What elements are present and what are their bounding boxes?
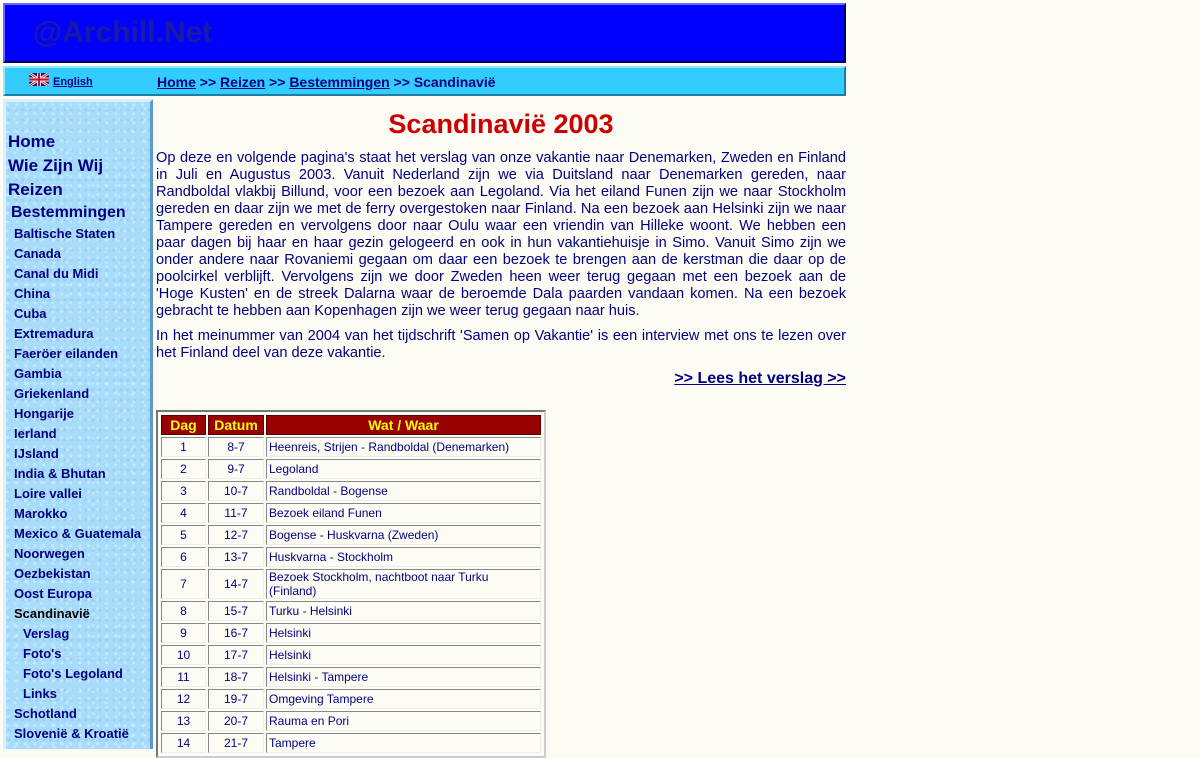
sidebar-item-hongarije[interactable]: Hongarije — [14, 406, 74, 421]
sidebar-item-reizen[interactable]: Reizen — [8, 180, 63, 199]
sidebar — [3, 99, 153, 749]
cell-dag: 2 — [161, 459, 206, 479]
table-row — [161, 459, 541, 479]
table-row — [161, 733, 541, 753]
cell-datum: 12-7 — [208, 525, 264, 545]
cell-datum: 11-7 — [208, 503, 264, 523]
cell-datum: 14-7 — [208, 569, 264, 599]
cell-dag: 5 — [161, 525, 206, 545]
sidebar-item-extremadura[interactable]: Extremadura — [14, 326, 94, 341]
intro-paragraph: Op deze en volgende pagina's staat het verslag van onze vakantie naar Denemarken, Zweden en Finland in Juli en Augustus 2003. Vanuit Nederland zijn we via Duitsland naar Denemarken gereden, naar Randboldal vlakbij Billund, voor een bezoek aan Legoland. Via het eiland Funen zijn we naar Stockholm gereden en daar zijn we met de ferry overgestoken naar Finland. Na een bezoek aan Helsinki zijn we naar Tampere gereden en vervolgens door naar Oulu waar een vriendin van Hilleke woont. We hebben een paar dagen bij haar en haar gezin gelogeerd en ook in hun vakantiehuisje in Simo. Vanuit Simo zijn we onder andere naar Rovaniemi gegaan om daar een bezoek te brengen aan de kerstman die daar op de poolcirkel verblijft. Vervolgens zijn we door Zweden heen weer terug gegaan met een bezoek aan de 'Hoge Kusten' en de streek Dalarna waar de beroemde Dala paarden vandaan komen. Na een bezoek gebracht te hebben aan Kopenhagen zijn we weer terug gegaan naar huis. — [156, 150, 846, 319]
sidebar-item-canal-du-midi[interactable]: Canal du Midi — [14, 266, 99, 281]
cell-dag: 6 — [161, 547, 206, 567]
cell-wat-waar: Helsinki - Tampere — [266, 667, 541, 687]
cell-dag: 7 — [161, 569, 206, 599]
table-row — [161, 481, 541, 501]
column-header-dag: Dag — [161, 415, 206, 435]
cell-datum: 18-7 — [208, 667, 264, 687]
sidebar-item-gambia[interactable]: Gambia — [14, 366, 62, 381]
uk-flag-icon[interactable] — [29, 73, 49, 86]
site-header — [3, 3, 846, 63]
breadcrumb-separator: >> — [389, 74, 414, 90]
cell-datum: 16-7 — [208, 623, 264, 643]
table-row — [161, 667, 541, 687]
cell-wat-waar: Tampere — [266, 733, 541, 753]
sidebar-subitem-fotos-legoland[interactable]: Foto's Legoland — [23, 666, 123, 681]
breadcrumb-bestemmingen[interactable]: Bestemmingen — [289, 74, 390, 90]
read-report-link[interactable]: >> Lees het verslag >> — [674, 370, 846, 387]
sidebar-item-oezbekistan[interactable]: Oezbekistan — [14, 566, 91, 581]
magazine-paragraph: In het meinummer van 2004 van het tijdschrift 'Samen op Vakantie' is een interview met ons te lezen over het Finland deel van deze vakantie. — [156, 328, 846, 361]
cell-wat-waar: Bogense - Huskvarna (Zweden) — [266, 525, 541, 545]
breadcrumb-separator: >> — [195, 74, 221, 90]
sidebar-subitem-links[interactable]: Links — [23, 686, 57, 701]
cell-datum: 13-7 — [208, 547, 264, 567]
itinerary-table-body — [161, 437, 541, 753]
breadcrumb-reizen[interactable]: Reizen — [220, 74, 266, 90]
cell-wat-waar: Randboldal - Bogense — [266, 481, 541, 501]
table-row — [161, 645, 541, 665]
cell-dag: 12 — [161, 689, 206, 709]
table-row — [161, 525, 541, 545]
cell-wat-waar: Turku - Helsinki — [266, 601, 541, 621]
sidebar-item-marokko[interactable]: Marokko — [14, 506, 68, 521]
language-switch[interactable] — [29, 73, 93, 88]
sidebar-item-bestemmingen[interactable]: Bestemmingen — [11, 204, 126, 221]
table-row — [161, 569, 541, 599]
table-header-row — [161, 415, 541, 435]
cell-dag: 11 — [161, 667, 206, 687]
cell-wat-waar: Helsinki — [266, 623, 541, 643]
breadcrumb-separator: >> — [265, 74, 290, 90]
sidebar-subitem-verslag[interactable]: Verslag — [23, 626, 70, 641]
table-row — [161, 689, 541, 709]
column-header-wat-waar: Wat / Waar — [266, 415, 541, 435]
sidebar-item-griekenland[interactable]: Griekenland — [14, 386, 90, 401]
cell-dag: 3 — [161, 481, 206, 501]
sidebar-subitem-fotos[interactable]: Foto's — [23, 646, 62, 661]
sidebar-item-wie-zijn-wij[interactable]: Wie Zijn Wij — [8, 156, 104, 175]
cell-wat-waar: Legoland — [266, 459, 541, 479]
breadcrumb — [157, 74, 496, 90]
table-row — [161, 547, 541, 567]
cell-dag: 8 — [161, 601, 206, 621]
cell-wat-waar: Heenreis, Strijen - Randboldal (Denemarken) — [266, 437, 541, 457]
sidebar-menu — [6, 130, 146, 744]
sidebar-item-faeroer-eilanden[interactable]: Faeröer eilanden — [14, 346, 119, 361]
sidebar-item-loire-vallei[interactable]: Loire vallei — [14, 486, 82, 501]
sidebar-item-mexico-guatemala[interactable]: Mexico & Guatemala — [14, 526, 142, 541]
cell-datum: 17-7 — [208, 645, 264, 665]
cell-datum: 15-7 — [208, 601, 264, 621]
cell-dag: 4 — [161, 503, 206, 523]
cell-datum: 9-7 — [208, 459, 264, 479]
sidebar-item-noorwegen[interactable]: Noorwegen — [14, 546, 85, 561]
cell-dag: 13 — [161, 711, 206, 731]
cell-wat-waar: Helsinki — [266, 645, 541, 665]
sidebar-item-ijsland[interactable]: IJsland — [14, 446, 59, 461]
sidebar-item-scandinavie[interactable]: Scandinavië — [14, 606, 90, 621]
cell-dag: 1 — [161, 437, 206, 457]
table-row — [161, 623, 541, 643]
cell-wat-waar: Huskvarna - Stockholm — [266, 547, 541, 567]
main-content — [156, 104, 846, 388]
cell-dag: 9 — [161, 623, 206, 643]
table-row — [161, 711, 541, 731]
cell-wat-waar: Bezoek eiland Funen — [266, 503, 541, 523]
sidebar-item-schotland[interactable]: Schotland — [14, 706, 77, 721]
sidebar-item-slovenie-kroatie[interactable]: Slovenië & Kroatië — [14, 726, 129, 741]
cell-wat-waar: Rauma en Pori — [266, 711, 541, 731]
sidebar-item-india-bhutan[interactable]: India & Bhutan — [14, 466, 106, 481]
table-row — [161, 601, 541, 621]
page-title: Scandinavië 2003 — [388, 109, 614, 139]
cell-wat-waar: Bezoek Stockholm, nachtboot naar Turku (Finland) — [266, 569, 541, 599]
sidebar-item-baltische-staten[interactable]: Baltische Staten — [14, 226, 116, 241]
sidebar-item-canada[interactable]: Canada — [14, 246, 61, 261]
breadcrumb-home[interactable]: Home — [157, 74, 196, 90]
cell-datum: 21-7 — [208, 733, 264, 753]
site-logo[interactable]: @Archill.Net — [33, 16, 213, 49]
cell-datum: 10-7 — [208, 481, 264, 501]
sidebar-item-ierland[interactable]: Ierland — [14, 426, 57, 441]
itinerary-table — [156, 410, 546, 758]
cell-datum: 20-7 — [208, 711, 264, 731]
cell-datum: 19-7 — [208, 689, 264, 709]
nav-bar — [3, 66, 846, 96]
cell-wat-waar: Omgeving Tampere — [266, 689, 541, 709]
cell-dag: 14 — [161, 733, 206, 753]
sidebar-item-home[interactable]: Home — [8, 132, 56, 151]
english-link[interactable]: English — [53, 76, 93, 88]
sidebar-item-china[interactable]: China — [14, 286, 51, 301]
sidebar-item-oost-europa[interactable]: Oost Europa — [14, 586, 93, 601]
cell-dag: 10 — [161, 645, 206, 665]
table-row — [161, 503, 541, 523]
read-more — [156, 370, 846, 388]
breadcrumb-current: Scandinavië — [413, 74, 496, 90]
cell-datum: 8-7 — [208, 437, 264, 457]
column-header-datum: Datum — [208, 415, 264, 435]
table-row — [161, 437, 541, 457]
sidebar-item-cuba[interactable]: Cuba — [14, 306, 47, 321]
